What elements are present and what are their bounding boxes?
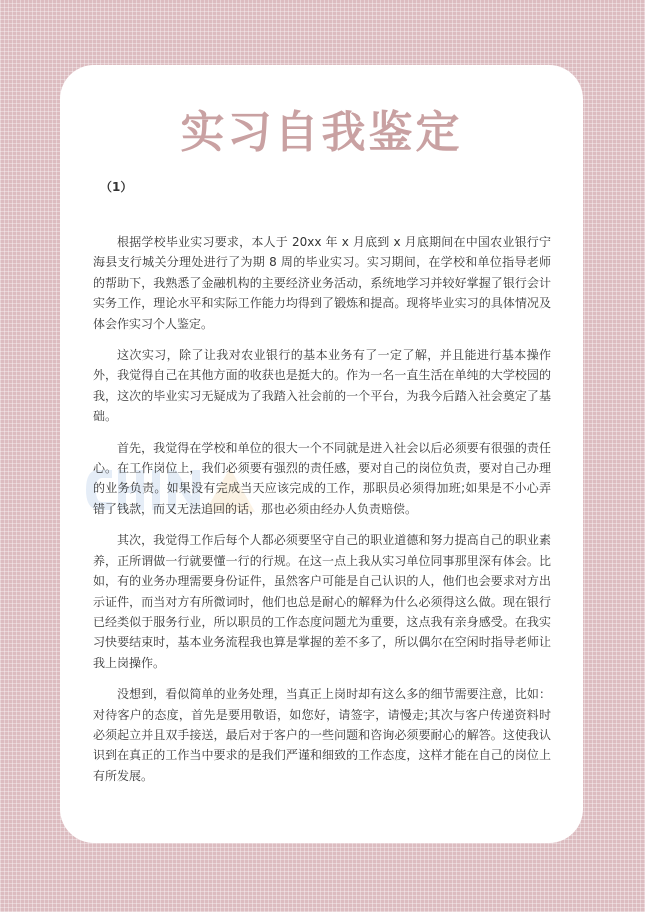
paragraph: 首先，我觉得在学校和单位的很大一个不同就是进入社会以后必须要有很强的责任心。在工作岗位上，我们必须要有强烈的责任感，要对自己的岗位负责，要对自己办理的业务负责。如果没有完成当天应该完成的工作，那职员必须得加班;如果是不小心弄错了钱款，而又无法追回的话，那也必须由经办人负责赔偿。 [93,440,551,516]
paragraph: 没想到，看似简单的业务处理，当真正上岗时却有这么多的细节需要注意，比如：对待客户的态度，首先是要用敬语，如您好，请签字，请慢走;其次与客户传递资料时必须起立并且双手接送，最后对于客户的一些问题和咨询必须要耐心的解答。这使我认识到在真正的工作当中要求的是我们严谨和细致的工作态度，这样才能在自己的岗位上有所发展。 [93,687,551,783]
section-number: （1） [100,180,133,194]
paragraph: 这次实习，除了让我对农业银行的基本业务有了一定了解，并且能进行基本操作外，我觉得自己在其他方面的收获也是挺大的。作为一名一直生活在单纯的大学校园的我，这次的毕业实习无疑成为了我踏入社会前的一个平台，为我今后踏入社会奠定了基础。 [93,348,551,424]
paragraph: 根据学校毕业实习要求，本人于 20xx 年 x 月底到 x 月底期间在中国农业银行宁海县支行城关分理处进行了为期 8 周的毕业实习。实习期间，在学校和单位指导老师的帮助下，我熟悉了金融机构的主要经济业务活动，系统地学习并较好掌握了银行会计实务工作，理论水平和实际工作能力均得到了锻炼和提高。现将毕业实习的具体情况及体会作实习个人鉴定。 [93,235,551,331]
paragraph: 其次，我觉得工作后每个人都必须要坚守自己的职业道德和努力提高自己的职业素养，正所谓做一行就要懂一行的行规。在这一点上我从实习单位同事那里深有体会。比如，有的业务办理需要身份证件，虽然客户可能是自己认识的人，他们也会要求对方出示证件，而当对方有所微词时，他们也总是耐心的解释为什么必须得这么做。现在银行已经类似于服务行业，所以职员的工作态度问题尤为重要，这点我有亲身感受。在我实习快要结束时，基本业务流程我也算是掌握的差不多了，所以偶尔在空闲时指导老师让我上岗操作。 [93,533,551,670]
document-body [93,232,551,797]
document-card [60,65,583,843]
document-title: 实习自我鉴定 [180,107,463,158]
